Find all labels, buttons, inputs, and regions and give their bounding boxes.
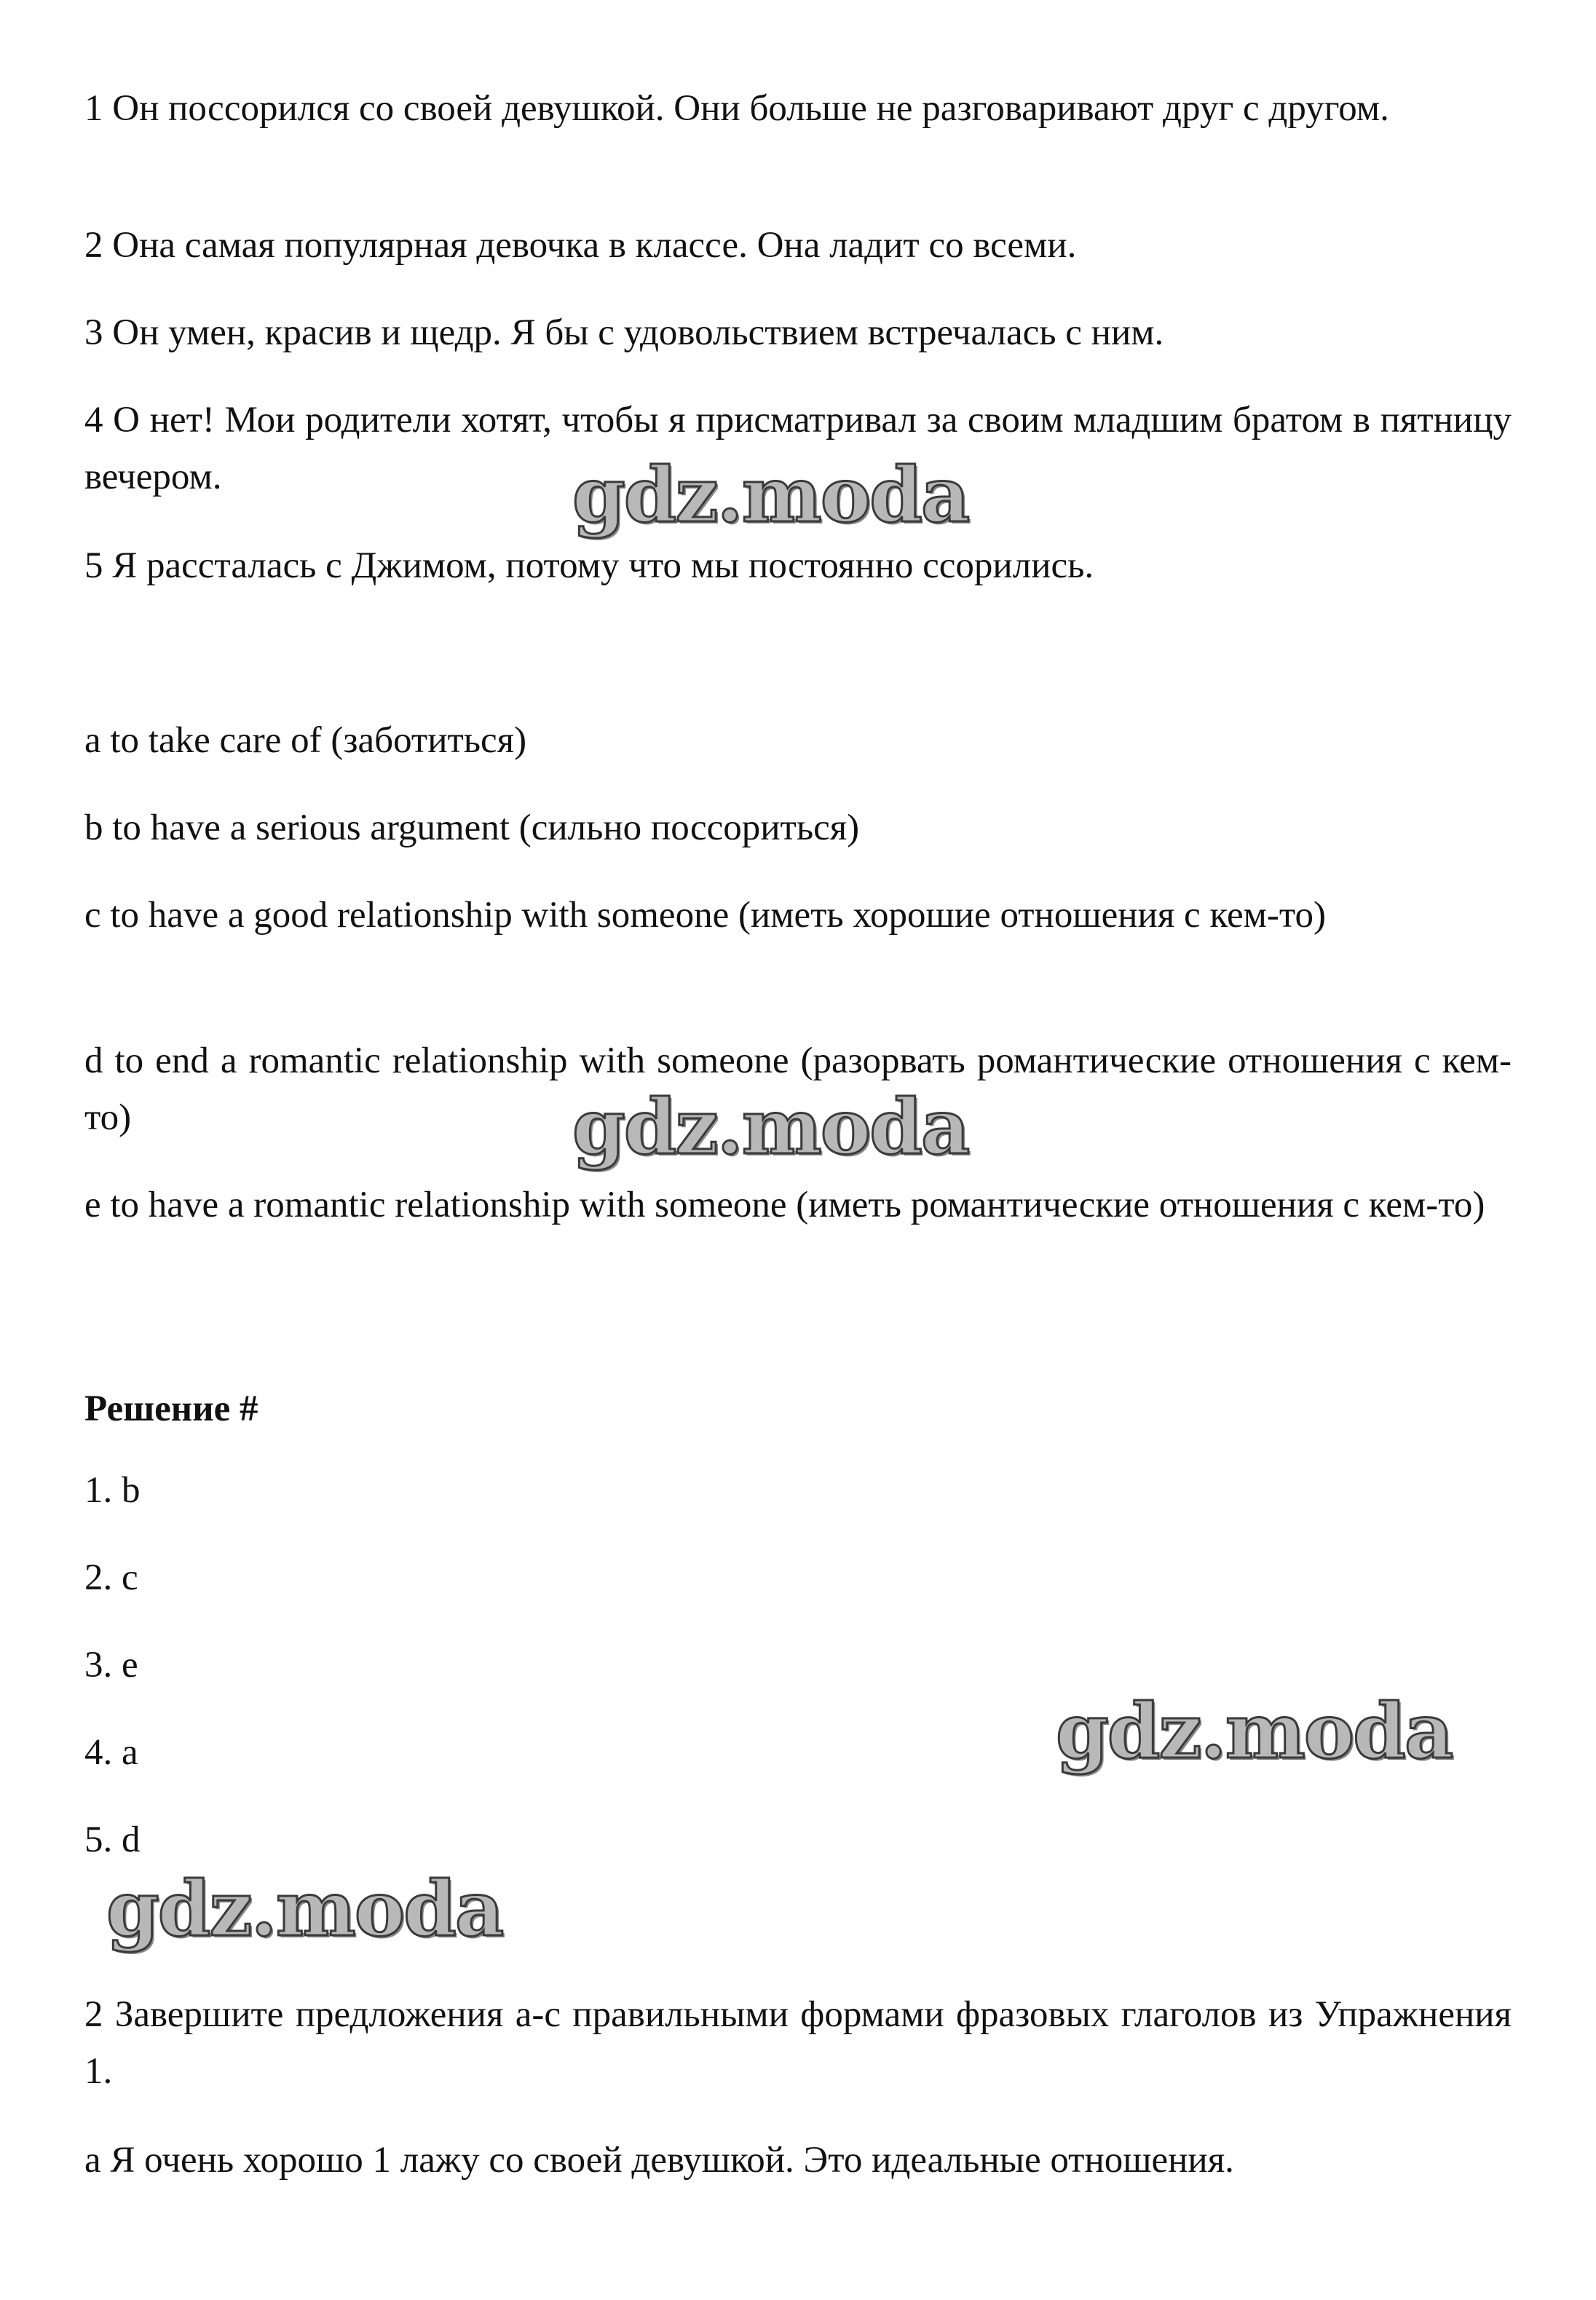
exercise-2-item-a: a Я очень хорошо 1 лажу со своей девушкой. Это идеальные отношения. — [84, 2140, 1234, 2181]
definition-d: d to end a romantic relationship with someone (разорвать романтические отношения с кем-то) — [84, 1040, 1512, 1138]
definition-e: e to have a romantic relationship with someone (иметь романтические отношения с кем-то) — [84, 1185, 1485, 1225]
definition-c: c to have a good relationship with someone (иметь хорошие отношения с кем-то) — [84, 895, 1326, 936]
answer-5: 5. d — [84, 1819, 141, 1860]
answer-1: 1. b — [84, 1470, 141, 1511]
answer-4: 4. a — [84, 1732, 138, 1773]
watermark-1: gdz.moda — [572, 450, 969, 540]
sentence-5: 5 Я рассталась с Джимом, потому что мы постоянно ссорились. — [84, 545, 1094, 586]
answer-3: 3. e — [84, 1645, 138, 1686]
sentence-3: 3 Он умен, красив и щедр. Я бы с удовольствием встречалась с ним. — [84, 312, 1164, 353]
sentence-4: 4 О нет! Мои родители хотят, чтобы я присматривал за своим младшим братом в пятницу вечером. — [84, 400, 1512, 497]
answer-2: 2. c — [84, 1557, 138, 1598]
definition-a: a to take care of (заботиться) — [84, 720, 527, 761]
sentence-2: 2 Она самая популярная девочка в классе. Она ладит со всеми. — [84, 225, 1077, 266]
definition-b: b to have a serious argument (сильно поссориться) — [84, 807, 860, 848]
watermark-2: gdz.moda — [572, 1082, 969, 1171]
sentence-1: 1 Он поссорился со своей девушкой. Они больше не разговаривают друг с другом. — [84, 88, 1389, 129]
watermark-3: gdz.moda — [1056, 1686, 1453, 1776]
watermark-4: gdz.moda — [106, 1864, 503, 1953]
solution-heading: Решение # — [84, 1388, 258, 1429]
exercise-2-instruction: 2 Завершите предложения a-c правильными формами фразовых глаголов из Упражнения 1. — [84, 1994, 1512, 2092]
